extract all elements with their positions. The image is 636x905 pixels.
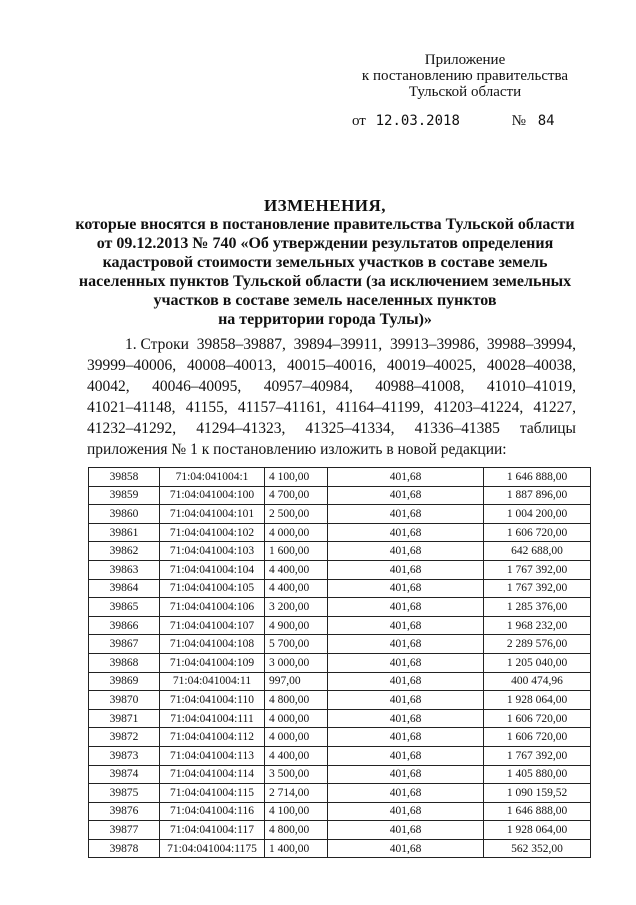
area-cell: 2 500,00 — [265, 505, 328, 524]
area-cell: 4 000,00 — [265, 709, 328, 728]
approval-block — [340, 52, 590, 100]
cost-cell: 400 474,96 — [484, 672, 591, 691]
table-row — [89, 709, 591, 728]
paragraph-token: 41021–41148, — [87, 399, 176, 416]
cost-cell: 1 646 888,00 — [484, 802, 591, 821]
cost-cell: 1 928 064,00 — [484, 821, 591, 840]
title-line: населенных пунктов Тульской области (за исключением земельных — [78, 273, 572, 290]
paragraph-line — [87, 376, 576, 397]
row-number-cell: 39858 — [89, 468, 160, 487]
cadastral-number-cell: 71:04:041004:108 — [160, 635, 265, 654]
cost-cell: 1 606 720,00 — [484, 728, 591, 747]
paragraph-token: 40988–41008, — [375, 378, 465, 395]
table-row — [89, 765, 591, 784]
rate-cell: 401,68 — [328, 765, 484, 784]
row-number-cell: 39875 — [89, 784, 160, 803]
paragraph-token: 40028–40038, — [486, 357, 576, 374]
rate-cell: 401,68 — [328, 821, 484, 840]
cadastral-number-cell: 71:04:041004:117 — [160, 821, 265, 840]
area-cell: 4 000,00 — [265, 728, 328, 747]
title-line: которые вносятся в постановление правительства Тульской области — [75, 216, 575, 233]
cadastral-number-cell: 71:04:041004:116 — [160, 802, 265, 821]
row-number-cell: 39860 — [89, 505, 160, 524]
area-cell: 4 400,00 — [265, 560, 328, 579]
paragraph-token: 40019–40025, — [386, 357, 477, 374]
cadastral-number-cell: 71:04:041004:105 — [160, 579, 265, 598]
cadastral-number-cell: 71:04:041004:103 — [160, 542, 265, 561]
rate-cell: 401,68 — [328, 709, 484, 728]
rate-cell: 401,68 — [328, 468, 484, 487]
rate-cell: 401,68 — [328, 802, 484, 821]
rate-cell: 401,68 — [328, 691, 484, 710]
row-number-cell: 39873 — [89, 746, 160, 765]
paragraph-token: 39913–39986, — [389, 336, 480, 353]
paragraph-token: 39894–39911, — [293, 336, 383, 353]
cadastral-number-cell: 71:04:041004:1175 — [160, 839, 265, 858]
paragraph-token: 41203–41224, — [434, 399, 524, 416]
approval-line: к постановлению правительства — [361, 68, 569, 84]
paragraph-token: 41336–41385 — [414, 420, 500, 437]
title-line: на территории города Тулы)» — [218, 311, 432, 328]
cost-cell: 1 767 392,00 — [484, 579, 591, 598]
date-number-line — [352, 113, 555, 130]
row-number-cell: 39861 — [89, 523, 160, 542]
table-row — [89, 746, 591, 765]
row-number-cell: 39876 — [89, 802, 160, 821]
cadastral-number-cell: 71:04:041004:101 — [160, 505, 265, 524]
cost-cell: 1 767 392,00 — [484, 746, 591, 765]
rate-cell: 401,68 — [328, 839, 484, 858]
cadastral-number-cell: 71:04:041004:107 — [160, 616, 265, 635]
table-row — [89, 672, 591, 691]
cost-cell: 1 004 200,00 — [484, 505, 591, 524]
paragraph-token: 41157–41161, — [237, 399, 326, 416]
rate-cell: 401,68 — [328, 598, 484, 617]
row-number-cell: 39866 — [89, 616, 160, 635]
body-paragraph — [87, 334, 576, 460]
paragraph-token: 39999–40006, — [87, 357, 177, 374]
row-number-cell: 39877 — [89, 821, 160, 840]
cadastral-number-cell: 71:04:041004:111 — [160, 709, 265, 728]
paragraph-token: приложения № 1 к постановлению изложить в новой редакции: — [87, 441, 507, 458]
cadastral-number-cell: 71:04:041004:1 — [160, 468, 265, 487]
area-cell: 3 200,00 — [265, 598, 328, 617]
cadastral-number-cell: 71:04:041004:106 — [160, 598, 265, 617]
paragraph-token: 41227, — [533, 399, 576, 416]
paragraph-token: 40042, — [87, 378, 130, 395]
rate-cell: 401,68 — [328, 635, 484, 654]
cost-cell: 1 887 896,00 — [484, 486, 591, 505]
cost-cell: 1 090 159,52 — [484, 784, 591, 803]
area-cell: 4 400,00 — [265, 746, 328, 765]
paragraph-token: 1. Строки — [125, 336, 189, 353]
rate-cell: 401,68 — [328, 616, 484, 635]
cadastral-number-cell: 71:04:041004:114 — [160, 765, 265, 784]
cadastral-number-cell: 71:04:041004:113 — [160, 746, 265, 765]
table-row — [89, 691, 591, 710]
paragraph-token: 39988–39994, — [486, 336, 576, 353]
title-line: кадастровой стоимости земельных участков в составе земель — [102, 254, 548, 271]
rate-cell: 401,68 — [328, 505, 484, 524]
table-row — [89, 598, 591, 617]
rate-cell: 401,68 — [328, 672, 484, 691]
row-number-cell: 39871 — [89, 709, 160, 728]
paragraph-token: 40046–40095, — [152, 378, 242, 395]
document-date: 12.03.2018 — [375, 113, 460, 129]
table-row — [89, 653, 591, 672]
row-number-cell: 39864 — [89, 579, 160, 598]
rate-cell: 401,68 — [328, 523, 484, 542]
area-cell: 4 700,00 — [265, 486, 328, 505]
cost-cell: 1 928 064,00 — [484, 691, 591, 710]
table-row — [89, 635, 591, 654]
cadastral-number-cell: 71:04:041004:11 — [160, 672, 265, 691]
area-cell: 4 100,00 — [265, 802, 328, 821]
rate-cell: 401,68 — [328, 560, 484, 579]
cadastral-number-cell: 71:04:041004:102 — [160, 523, 265, 542]
document-title — [70, 196, 580, 329]
cadastral-number-cell: 71:04:041004:100 — [160, 486, 265, 505]
area-cell: 1 600,00 — [265, 542, 328, 561]
cost-cell: 1 606 720,00 — [484, 709, 591, 728]
paragraph-token: 40957–40984, — [263, 378, 353, 395]
area-cell: 4 800,00 — [265, 691, 328, 710]
table-row — [89, 523, 591, 542]
area-cell: 4 400,00 — [265, 579, 328, 598]
table-row — [89, 839, 591, 858]
row-number-cell: 39862 — [89, 542, 160, 561]
cadastral-table — [88, 467, 591, 858]
row-number-cell: 39865 — [89, 598, 160, 617]
table-row — [89, 802, 591, 821]
row-number-cell: 39870 — [89, 691, 160, 710]
table-row — [89, 560, 591, 579]
paragraph-line — [87, 418, 576, 439]
rate-cell: 401,68 — [328, 746, 484, 765]
cost-cell: 1 767 392,00 — [484, 560, 591, 579]
title-line: участков в составе земель населенных пунктов — [153, 292, 497, 309]
cost-cell: 1 646 888,00 — [484, 468, 591, 487]
cost-cell: 1 285 376,00 — [484, 598, 591, 617]
cost-cell: 642 688,00 — [484, 542, 591, 561]
row-number-cell: 39878 — [89, 839, 160, 858]
table-row — [89, 728, 591, 747]
title-line: от 09.12.2013 № 740 «Об утверждении результатов определения — [96, 235, 554, 252]
row-number-cell: 39869 — [89, 672, 160, 691]
area-cell: 5 700,00 — [265, 635, 328, 654]
row-number-cell: 39868 — [89, 653, 160, 672]
area-cell: 4 900,00 — [265, 616, 328, 635]
table-row — [89, 505, 591, 524]
paragraph-token: 41164–41199, — [335, 399, 424, 416]
table-row — [89, 821, 591, 840]
cost-cell: 562 352,00 — [484, 839, 591, 858]
cost-cell: 1 405 880,00 — [484, 765, 591, 784]
paragraph-line — [87, 334, 576, 355]
cadastral-number-cell: 71:04:041004:110 — [160, 691, 265, 710]
cadastral-number-cell: 71:04:041004:112 — [160, 728, 265, 747]
area-cell: 4 800,00 — [265, 821, 328, 840]
area-cell: 2 714,00 — [265, 784, 328, 803]
date-prefix: от — [352, 113, 366, 129]
area-cell: 3 000,00 — [265, 653, 328, 672]
table-body — [89, 468, 591, 858]
cost-cell: 2 289 576,00 — [484, 635, 591, 654]
row-number-cell: 39872 — [89, 728, 160, 747]
document-number: 84 — [537, 113, 555, 129]
cost-cell: 1 968 232,00 — [484, 616, 591, 635]
paragraph-token: 41232–41292, — [87, 420, 177, 437]
approval-line: Тульской области — [408, 84, 522, 100]
rate-cell: 401,68 — [328, 486, 484, 505]
paragraph-line — [87, 439, 576, 460]
table-row — [89, 579, 591, 598]
number-sign: № — [511, 113, 526, 129]
row-number-cell: 39859 — [89, 486, 160, 505]
rate-cell: 401,68 — [328, 784, 484, 803]
area-cell: 4 100,00 — [265, 468, 328, 487]
paragraph-token: 41294–41323, — [196, 420, 286, 437]
cost-cell: 1 205 040,00 — [484, 653, 591, 672]
paragraph-line — [87, 397, 576, 418]
paragraph-token: 40008–40013, — [186, 357, 277, 374]
row-number-cell: 39867 — [89, 635, 160, 654]
paragraph-token: 40015–40016, — [286, 357, 377, 374]
paragraph-token: 41155, — [185, 399, 228, 416]
title-heading: ИЗМЕНЕНИЯ, — [263, 196, 387, 215]
table-row — [89, 468, 591, 487]
table-row — [89, 542, 591, 561]
area-cell: 997,00 — [265, 672, 328, 691]
cadastral-number-cell: 71:04:041004:104 — [160, 560, 265, 579]
cost-cell: 1 606 720,00 — [484, 523, 591, 542]
rate-cell: 401,68 — [328, 579, 484, 598]
paragraph-token: 39858–39887, — [196, 336, 286, 353]
area-cell: 3 500,00 — [265, 765, 328, 784]
paragraph-token: таблицы — [519, 420, 576, 437]
paragraph-token: 41010–41019, — [486, 378, 576, 395]
table-row — [89, 616, 591, 635]
row-number-cell: 39874 — [89, 765, 160, 784]
table-row — [89, 486, 591, 505]
row-number-cell: 39863 — [89, 560, 160, 579]
paragraph-line — [87, 355, 576, 376]
cadastral-number-cell: 71:04:041004:115 — [160, 784, 265, 803]
rate-cell: 401,68 — [328, 542, 484, 561]
area-cell: 1 400,00 — [265, 839, 328, 858]
paragraph-token: 41325–41334, — [305, 420, 395, 437]
area-cell: 4 000,00 — [265, 523, 328, 542]
table-row — [89, 784, 591, 803]
rate-cell: 401,68 — [328, 653, 484, 672]
rate-cell: 401,68 — [328, 728, 484, 747]
cadastral-number-cell: 71:04:041004:109 — [160, 653, 265, 672]
approval-line: Приложение — [424, 52, 506, 68]
